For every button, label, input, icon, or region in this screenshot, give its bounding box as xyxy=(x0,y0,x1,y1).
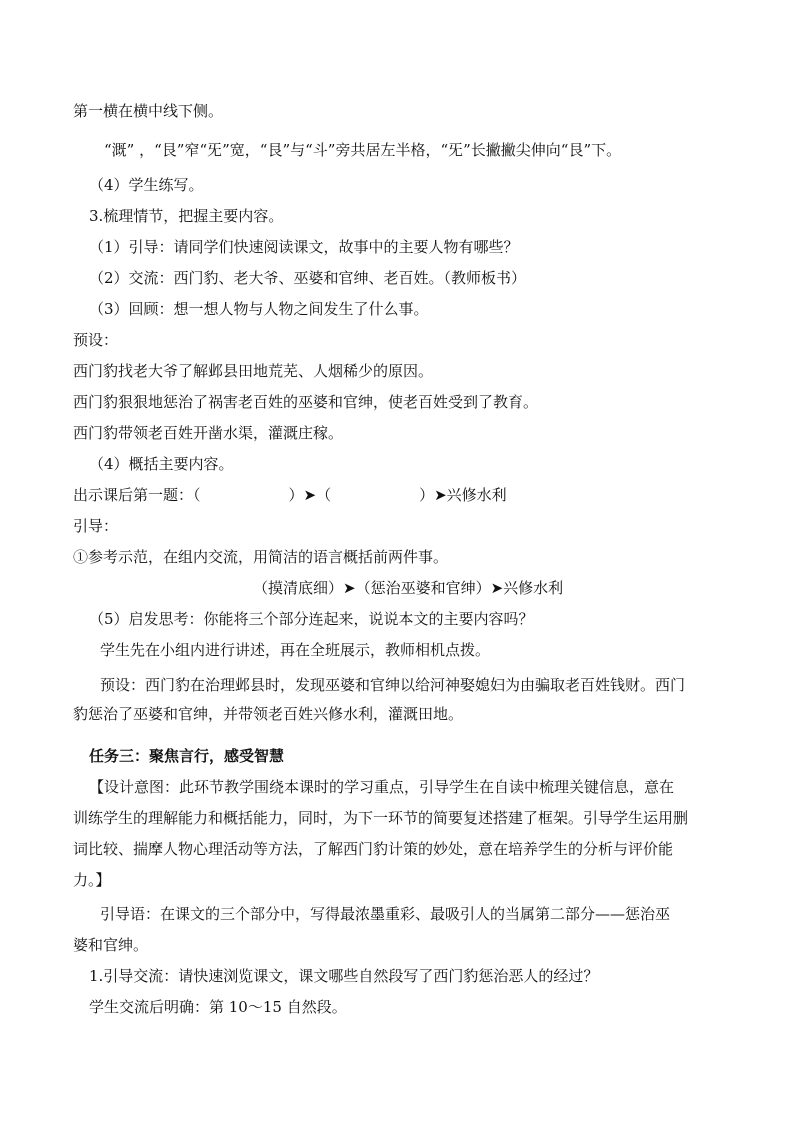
exercise-prefix: 出示课后第一题：（ xyxy=(73,486,201,504)
text-line: （5）启发思考：你能将三个部分连起来，说说本文的主要内容吗？ xyxy=(89,610,534,628)
text-line: 西门豹狠狠地惩治了祸害老百姓的巫婆和官绅，使老百姓受到了教育。 xyxy=(73,393,539,411)
text-line: 第一横在横中线下侧。 xyxy=(73,102,224,120)
text-line: 引导语：在课文的三个部分中，写得最浓墨重彩、最吸引人的当属第二部分——惩治巫 xyxy=(100,905,671,923)
summary-line: （摸清底细）➤（惩治巫婆和官绅）➤兴修水利 xyxy=(253,579,564,597)
text-line: 3.梳理情节，把握主要内容。 xyxy=(89,207,284,225)
text-line: 学生先在小组内进行讲述，再在全班展示，教师相机点拨。 xyxy=(100,641,491,659)
text-line: （3）回顾：想一想人物与人物之间发生了什么事。 xyxy=(89,300,429,318)
text-line: 词比较、揣摩人物心理活动等方法，了解西门豹计策的妙处，意在培养学生的分析与评价能 xyxy=(73,840,674,858)
text-line: 训练学生的理解能力和概括能力，同时，为下一环节的简要复述搭建了框架。引导学生运用删 xyxy=(73,809,689,827)
text-line: 豹惩治了巫婆和官绅，并带领老百姓兴修水利，灌溉田地。 xyxy=(73,705,464,723)
text-line: “溉” ，“艮”窄“旡”宽，“艮”与“斗”旁共居左半格，“旡”长撇撇尖伸向“艮”下。 xyxy=(104,141,622,159)
text-line: 预设：西门豹在治理邺县时，发现巫婆和官绅以给河神娶媳妇为由骗取老百姓钱财。西门 xyxy=(100,676,686,694)
text-line: （4）学生练写。 xyxy=(89,176,204,194)
text-line: 学生交流后明确：第 10～15 自然段。 xyxy=(89,998,347,1016)
text-line: 引导： xyxy=(73,517,119,535)
section-heading: 任务三：聚焦言行，感受智慧 xyxy=(89,747,285,765)
exercise-line xyxy=(73,485,507,505)
text-line: （2）交流：西门豹、老大爷、巫婆和官绅、老百姓。（教师板书） xyxy=(89,269,527,287)
text-line: 西门豹带领老百姓开凿水渠，灌溉庄稼。 xyxy=(73,424,344,442)
text-line: 婆和官绅。 xyxy=(73,936,149,954)
text-line: 西门豹找老大爷了解邺县田地荒芜、人烟稀少的原因。 xyxy=(73,362,434,380)
text-line: ①参考示范，在组内交流，用简洁的语言概括前两件事。 xyxy=(73,548,449,566)
exercise-suffix: ）➤兴修水利 xyxy=(419,486,507,504)
text-line: 力。】 xyxy=(73,871,111,889)
exercise-mid: ）➤（ xyxy=(288,486,332,504)
text-line: 1.引导交流：请快速浏览课文，课文哪些自然段写了西门豹惩治恶人的经过？ xyxy=(89,967,599,985)
text-line: 【设计意图：此环节教学围绕本课时的学习重点，引导学生在自读中梳理关键信息，意在 xyxy=(89,778,675,796)
text-line: （1）引导：请同学们快速阅读课文，故事中的主要人物有哪些？ xyxy=(89,238,519,256)
text-line: 预设： xyxy=(73,331,119,349)
text-line: （4）概括主要内容。 xyxy=(89,455,234,473)
